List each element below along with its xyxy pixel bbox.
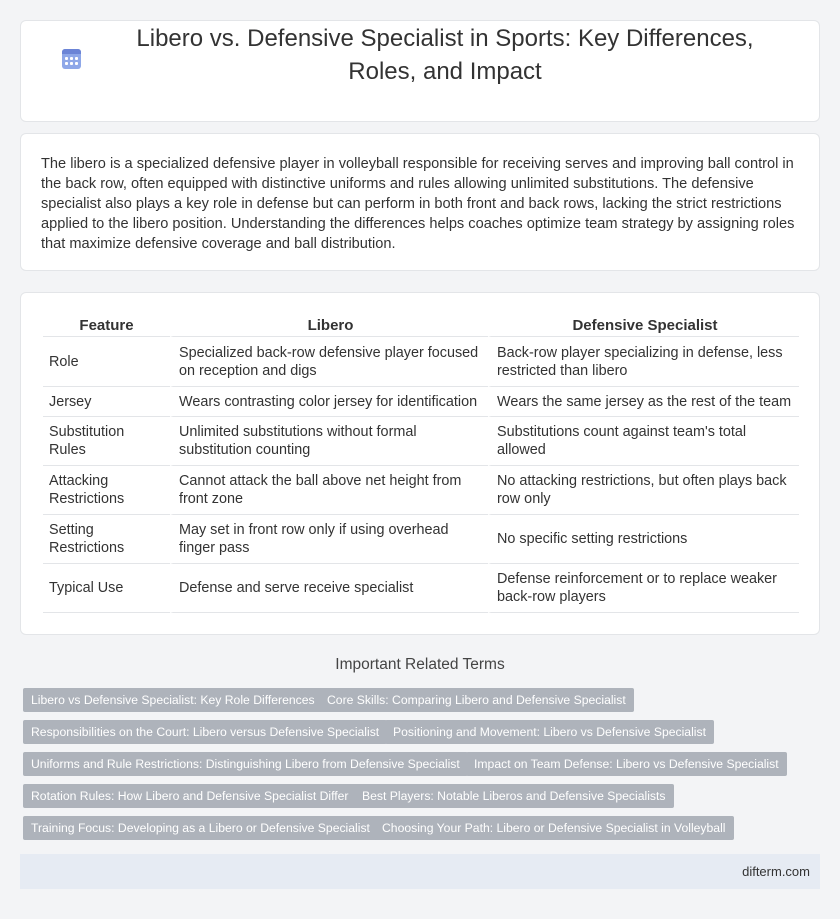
defensive-specialist-cell: Substitutions count against team's total allowed (488, 417, 799, 466)
table-header-row (43, 312, 799, 337)
table-row (43, 387, 799, 417)
header-defensive-specialist: Defensive Specialist (488, 312, 799, 337)
libero-cell: Wears contrasting color jersey for identification (170, 387, 488, 417)
footer (20, 854, 820, 889)
defensive-specialist-cell: Defense reinforcement or to replace weaker back-row players (488, 564, 799, 613)
related-terms-heading: Important Related Terms (335, 656, 505, 673)
related-term-tag[interactable]: Rotation Rules: How Libero and Defensive Specialist Differ (23, 784, 357, 808)
feature-cell: Typical Use (43, 564, 170, 613)
feature-cell: Jersey (43, 387, 170, 417)
related-term-tag[interactable]: Best Players: Notable Liberos and Defensive Specialists (354, 784, 674, 808)
related-term-tag[interactable]: Positioning and Movement: Libero vs Defensive Specialist (385, 720, 714, 744)
libero-cell: Defense and serve receive specialist (170, 564, 488, 613)
related-term-tag[interactable]: Core Skills: Comparing Libero and Defensive Specialist (319, 688, 634, 712)
intro-paragraph: The libero is a specialized defensive player in volleyball responsible for receiving serves and improving ball control in the back row, often equipped with distinctive uniforms and rules allowing unlimited substitutions. The defensive specialist also plays a key role in defense but can perform in both front and back rows, lacking the strict restrictions applied to the libero position. Understanding the differences helps coaches optimize team strategy by assigning roles that maximize defensive coverage and ball distribution. (41, 156, 795, 252)
table-row (43, 515, 799, 564)
feature-cell: Attacking Restrictions (43, 466, 170, 515)
feature-cell: Role (43, 337, 170, 387)
defensive-specialist-cell: Wears the same jersey as the rest of the team (488, 387, 799, 417)
comparison-card (20, 292, 820, 635)
header-libero: Libero (170, 312, 488, 337)
feature-cell: Substitution Rules (43, 417, 170, 466)
related-term-tag[interactable]: Uniforms and Rule Restrictions: Distinguishing Libero from Defensive Specialist (23, 752, 468, 776)
comparison-table (43, 312, 799, 613)
libero-cell: May set in front row only if using overhead finger pass (170, 515, 488, 564)
defensive-specialist-cell: Back-row player specializing in defense, less restricted than libero (488, 337, 799, 387)
libero-cell: Specialized back-row defensive player focused on reception and digs (170, 337, 488, 387)
defensive-specialist-cell: No specific setting restrictions (488, 515, 799, 564)
site-link[interactable]: difterm.com (742, 864, 810, 879)
table-row (43, 337, 799, 387)
related-term-tag[interactable]: Responsibilities on the Court: Libero versus Defensive Specialist (23, 720, 387, 744)
related-term-tag[interactable]: Choosing Your Path: Libero or Defensive Specialist in Volleyball (374, 816, 734, 840)
libero-cell: Cannot attack the ball above net height from front zone (170, 466, 488, 515)
table-row (43, 417, 799, 466)
related-term-tag[interactable]: Training Focus: Developing as a Libero or Defensive Specialist (23, 816, 378, 840)
header-feature: Feature (43, 312, 170, 337)
intro-card (20, 133, 820, 271)
libero-cell: Unlimited substitutions without formal substitution counting (170, 417, 488, 466)
calendar-icon (62, 49, 81, 69)
table-row (43, 466, 799, 515)
defensive-specialist-cell: No attacking restrictions, but often plays back row only (488, 466, 799, 515)
feature-cell: Setting Restrictions (43, 515, 170, 564)
related-term-tag[interactable]: Libero vs Defensive Specialist: Key Role Differences (23, 688, 323, 712)
page-title: Libero vs. Defensive Specialist in Sports: Key Differences, Roles, and Impact (136, 25, 754, 85)
table-row (43, 564, 799, 613)
related-term-tag[interactable]: Impact on Team Defense: Libero vs Defensive Specialist (466, 752, 787, 776)
